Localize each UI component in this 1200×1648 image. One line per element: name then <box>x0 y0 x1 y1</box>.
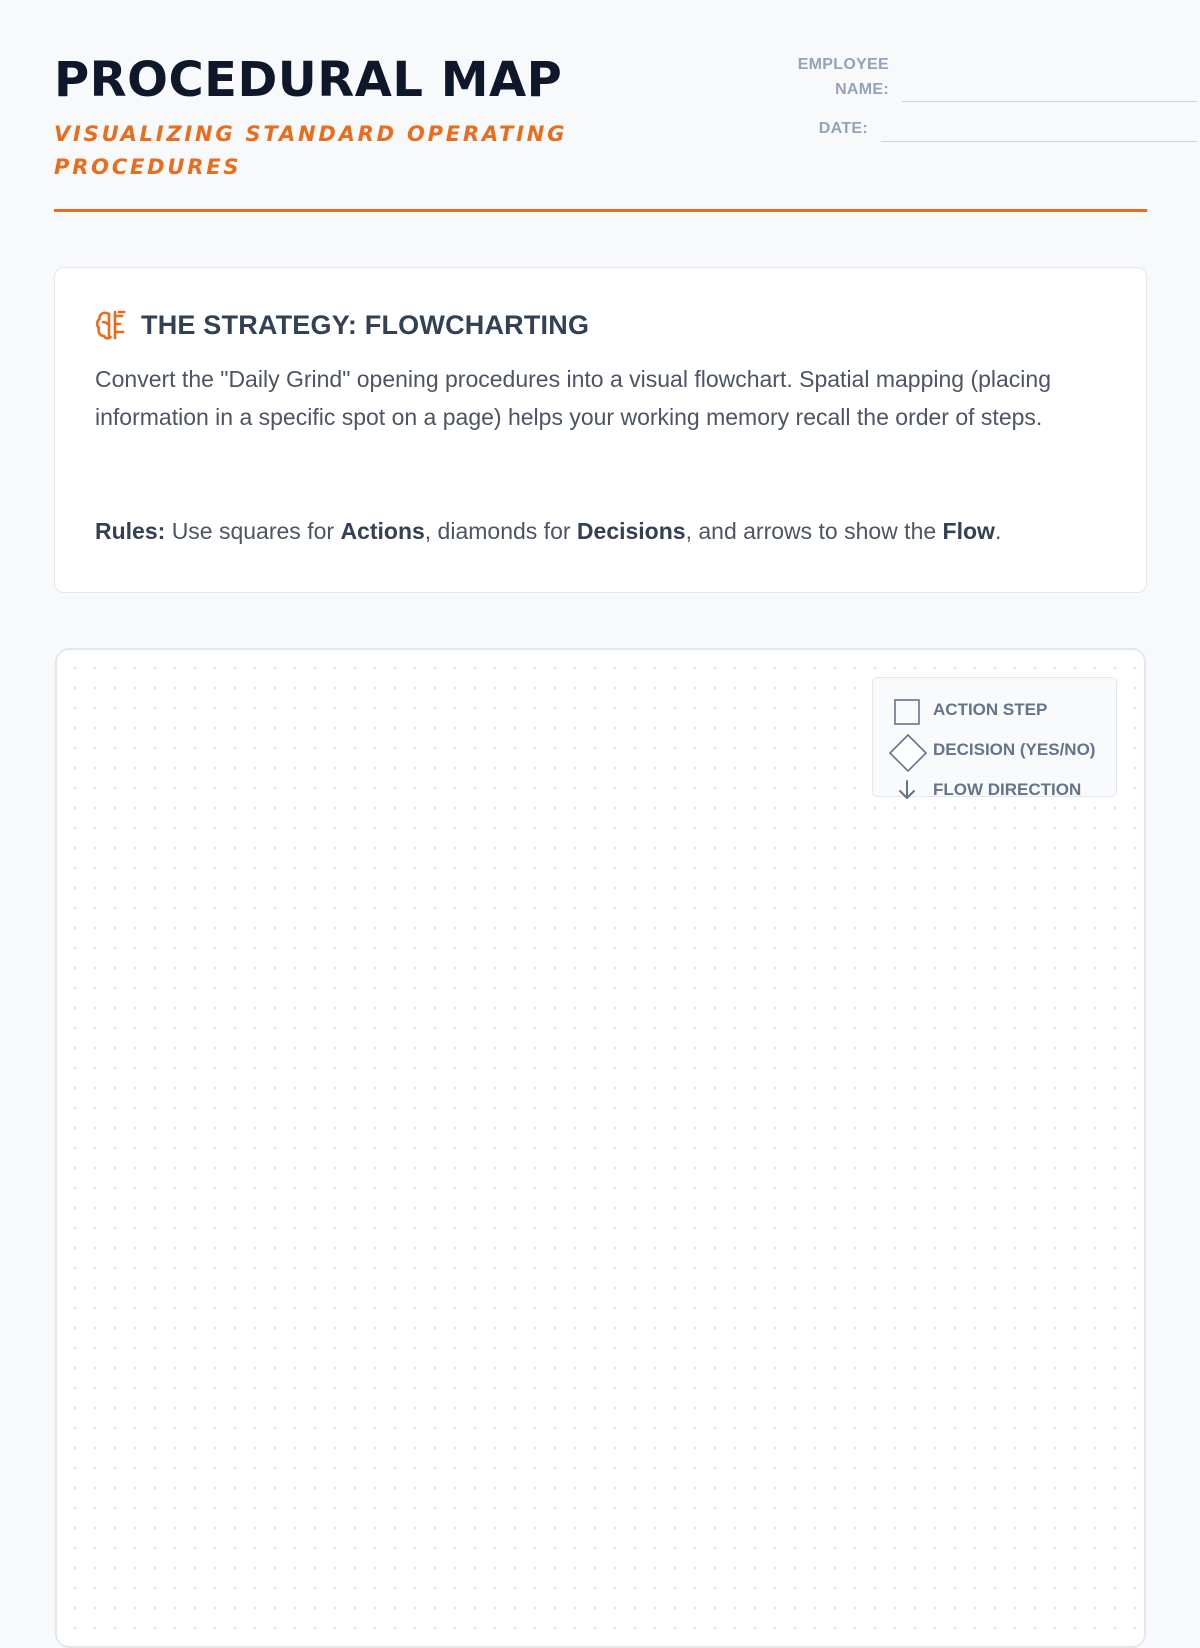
rules-text-1: Use squares for <box>171 518 335 544</box>
strategy-body: Convert the "Daily Grind" opening procedures into a visual flowchart. Spatial mapping (placing information in a specific spot on a page) helps your working memory recall the order of steps. <box>95 366 1052 430</box>
date-row <box>744 116 868 141</box>
rules-flow: Flow <box>942 518 995 544</box>
strategy-title: THE STRATEGY: FLOWCHARTING <box>141 309 590 340</box>
legend-flow-label: FLOW DIRECTION <box>933 780 1082 799</box>
rules-decisions: Decisions <box>576 518 686 544</box>
legend <box>872 677 1117 797</box>
strategy-rules <box>95 512 1105 550</box>
employee-name-row <box>744 52 889 102</box>
square-icon <box>893 698 921 731</box>
rules-text-4: . <box>994 518 1002 544</box>
page-subtitle: VISUALIZING STANDARD OPERATING PROCEDURES <box>54 122 568 179</box>
flowchart-canvas[interactable] <box>55 648 1146 1648</box>
page-title: PROCEDURAL MAP <box>54 52 563 108</box>
rules-label: Rules: <box>95 518 166 544</box>
strategy-heading <box>95 308 589 342</box>
arrow-down-icon <box>895 779 919 806</box>
legend-decision-label: DECISION (YES/NO) <box>933 740 1096 759</box>
date-label: DATE: <box>818 120 868 137</box>
diamond-icon <box>888 733 928 778</box>
employee-name-label: EMPLOYEE NAME: <box>797 56 889 98</box>
date-field[interactable] <box>881 141 1197 142</box>
legend-action-label: ACTION STEP <box>933 700 1048 719</box>
rules-text-2: , diamonds for <box>424 518 571 544</box>
rules-actions: Actions <box>340 518 425 544</box>
rules-text-3: , and arrows to show the <box>685 518 937 544</box>
employee-name-field[interactable] <box>902 101 1197 102</box>
page-header <box>54 40 1147 212</box>
strategy-card <box>54 267 1147 593</box>
brain-icon <box>95 308 127 342</box>
